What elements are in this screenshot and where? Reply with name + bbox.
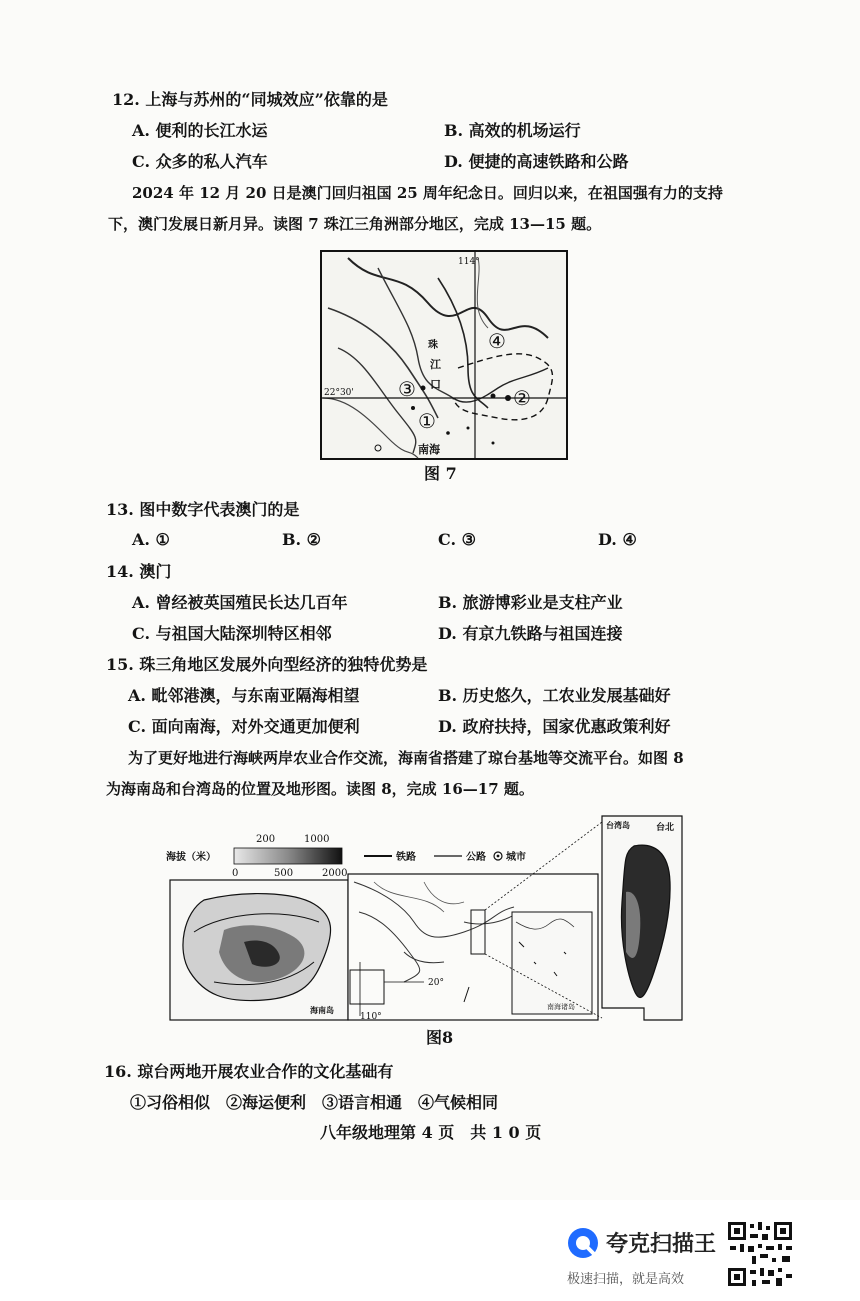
- q15-option-d: D. 政府扶持，国家优惠政策利好: [438, 717, 671, 736]
- q14-option-d: D. 有京九铁路与祖国连接: [438, 624, 623, 643]
- figure-8-caption: 图8: [426, 1028, 454, 1047]
- q15-option-a: A. 毗邻港澳，与东南亚隔海相望: [128, 686, 360, 705]
- fig8-legend-tick-200: 200: [256, 834, 276, 845]
- fig8-inset-label: 南海诸岛: [547, 1003, 575, 1011]
- q12-option-c: C. 众多的私人汽车: [132, 152, 268, 171]
- question-13: 13. 图中数字代表澳门的是: [106, 500, 300, 519]
- fig8-taibei-label: 台北: [656, 823, 675, 833]
- fig8-railway-label: 铁路: [396, 852, 416, 863]
- q13-option-d: D. ④: [598, 530, 637, 549]
- q12-option-b: B. 高效的机场运行: [444, 121, 581, 140]
- q14-option-c: C. 与祖国大陆深圳特区相邻: [132, 624, 332, 643]
- fig8-latitude-label: 20°: [428, 978, 444, 988]
- q12-option-d: D. 便捷的高速铁路和公路: [444, 152, 629, 171]
- fig7-river-char-1: 珠: [428, 340, 438, 351]
- q14-option-b: B. 旅游博彩业是支柱产业: [438, 593, 623, 612]
- fig7-river-char-2: 江: [430, 358, 441, 371]
- q13-option-a: A. ①: [132, 530, 170, 549]
- fig7-longitude-label: 114°: [458, 257, 480, 267]
- fig8-elevation-scale: [234, 848, 342, 864]
- fig8-taiwan-label: 台湾岛: [606, 820, 630, 830]
- fig8-legend-tick-500: 500: [274, 868, 294, 879]
- fig8-city-label: 城市: [506, 852, 526, 863]
- q14-option-a: A. 曾经被英国殖民长达几百年: [132, 593, 348, 612]
- figure-7-pearl-river-delta-map: [318, 248, 570, 462]
- brand-slogan: 极速扫描，就是高效: [567, 1272, 685, 1287]
- fig7-marker-1: ①: [418, 409, 436, 433]
- intro-paragraph-line2: 下，澳门发展日新月异。读图 7 珠江三角洲部分地区，完成 13—15 题。: [108, 215, 602, 233]
- fig8-legend-tick-1000: 1000: [304, 834, 330, 845]
- fig7-latitude-label: 22°30': [324, 388, 354, 398]
- quark-logo-icon: [566, 1226, 600, 1260]
- figure-7-caption: 图 7: [424, 464, 457, 483]
- fig8-legend-title: 海拔（米）: [166, 852, 216, 863]
- qr-code-icon: [726, 1220, 794, 1288]
- fig8-intro-line2: 为海南岛和台湾岛的位置及地形图。读图 8，完成 16—17 题。: [106, 780, 534, 798]
- fig8-road-label: 公路: [466, 852, 486, 863]
- question-16: 16. 琼台两地开展农业合作的文化基础有: [104, 1062, 394, 1081]
- fig7-marker-4: ④: [488, 329, 506, 353]
- fig7-marker-2: ②: [513, 386, 531, 410]
- fig7-sea-label: 南海: [418, 443, 440, 456]
- q15-option-b: B. 历史悠久，工农业发展基础好: [438, 686, 671, 705]
- fig8-legend-tick-0: 0: [232, 868, 239, 879]
- question-12: 12. 上海与苏州的“同城效应”依靠的是: [112, 90, 388, 109]
- fig8-intro-line1: 为了更好地进行海峡两岸农业合作交流，海南省搭建了琼台基地等交流平台。如图 8: [128, 749, 684, 767]
- fig8-hainan-label: 海南岛: [310, 1005, 334, 1015]
- q15-option-c: C. 面向南海，对外交通更加便利: [128, 717, 360, 736]
- question-15: 15. 珠三角地区发展外向型经济的独特优势是: [106, 655, 428, 674]
- fig8-legend-tick-2000: 2000: [322, 868, 348, 879]
- q13-option-c: C. ③: [438, 530, 476, 549]
- q13-option-b: B. ②: [282, 530, 322, 549]
- page-number: 八年级地理第 4 页 共 1 0 页: [320, 1123, 542, 1142]
- figure-8-hainan-taiwan-map: [164, 812, 688, 1024]
- q12-option-a: A. 便利的长江水运: [132, 121, 268, 140]
- intro-paragraph-line1: 2024 年 12 月 20 日是澳门回归祖国 25 周年纪念日。回归以来，在祖国强有力的支持: [132, 184, 723, 202]
- fig8-longitude-label: 110°: [360, 1012, 382, 1022]
- brand-name: 夸克扫描王: [606, 1232, 717, 1257]
- q16-statements: ①习俗相似 ②海运便利 ③语言相通 ④气候相同: [130, 1093, 499, 1112]
- question-14: 14. 澳门: [106, 562, 172, 581]
- fig7-river-char-3: 口: [430, 378, 441, 391]
- fig7-marker-3: ③: [398, 377, 416, 401]
